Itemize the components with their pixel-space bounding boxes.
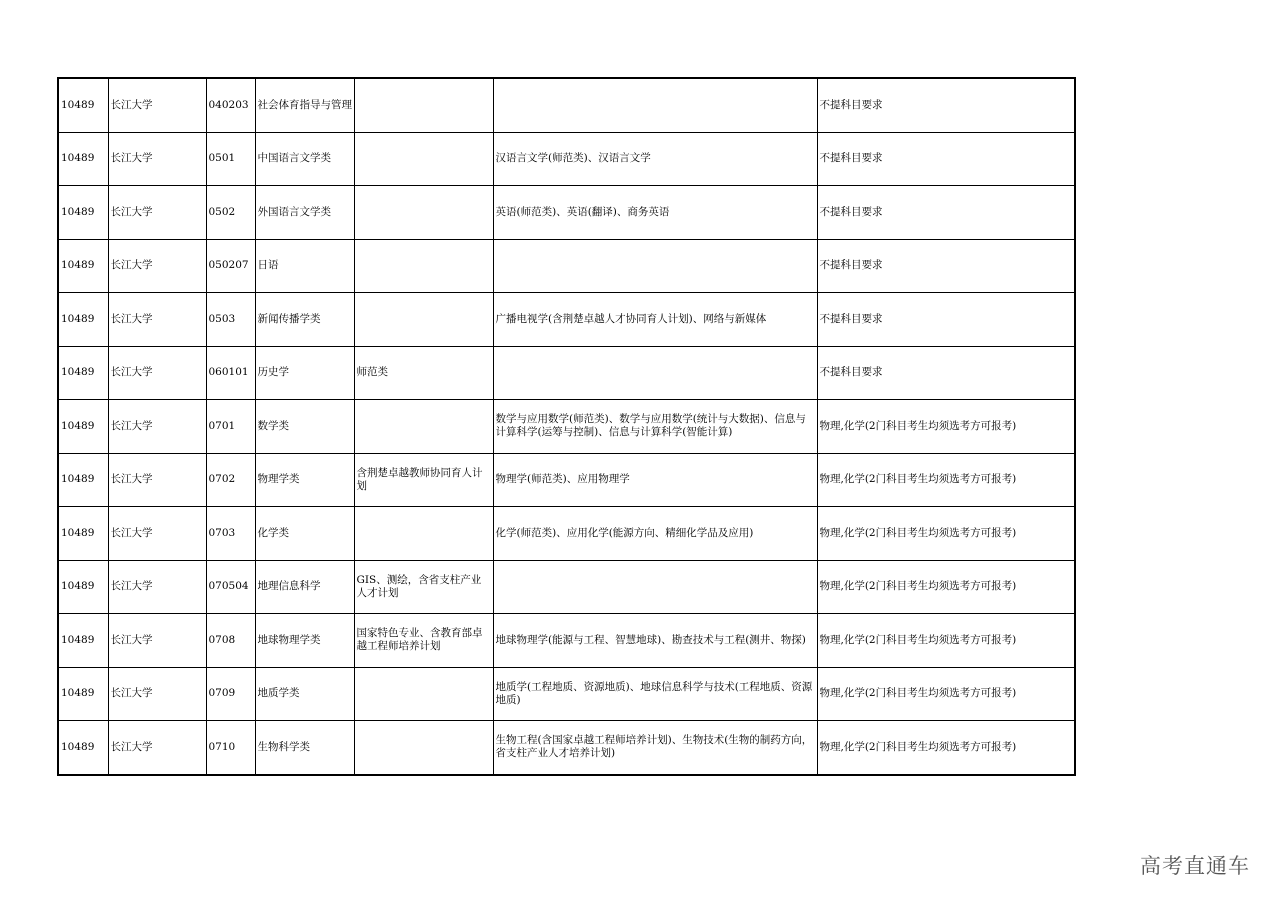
included-majors-cell: 地质学(工程地质、资源地质)、地球信息科学与技术(工程地质、资源地质) — [493, 667, 817, 721]
major-name-cell: 社会体育指导与管理 — [255, 78, 354, 132]
major-note-cell: GIS、测绘，含省支柱产业人才计划 — [354, 560, 493, 614]
included-majors-cell: 汉语言文学(师范类)、汉语言文学 — [493, 132, 817, 186]
school-code-cell: 10489 — [58, 507, 108, 561]
major-name-cell: 日语 — [255, 239, 354, 293]
school-name-cell: 长江大学 — [108, 239, 206, 293]
table-row — [58, 614, 1075, 668]
school-name-cell: 长江大学 — [108, 78, 206, 132]
major-note-cell — [354, 78, 493, 132]
school-name-cell: 长江大学 — [108, 453, 206, 507]
school-code-cell: 10489 — [58, 78, 108, 132]
major-note-cell — [354, 132, 493, 186]
major-code-cell: 050207 — [206, 239, 255, 293]
school-code-cell: 10489 — [58, 293, 108, 347]
subject-requirement-cell: 物理,化学(2门科目考生均须选考方可报考) — [817, 614, 1075, 668]
major-note-cell — [354, 186, 493, 240]
table-row — [58, 400, 1075, 454]
school-name-cell: 长江大学 — [108, 667, 206, 721]
subject-requirement-cell: 不提科目要求 — [817, 132, 1075, 186]
school-code-cell: 10489 — [58, 721, 108, 775]
table-body — [58, 78, 1075, 775]
included-majors-cell: 物理学(师范类)、应用物理学 — [493, 453, 817, 507]
major-note-cell — [354, 239, 493, 293]
school-name-cell: 长江大学 — [108, 132, 206, 186]
included-majors-cell: 生物工程(含国家卓越工程师培养计划)、生物技术(生物的制药方向，省支柱产业人才培养计划) — [493, 721, 817, 775]
major-code-cell: 0702 — [206, 453, 255, 507]
school-name-cell: 长江大学 — [108, 560, 206, 614]
included-majors-cell: 英语(师范类)、英语(翻译)、商务英语 — [493, 186, 817, 240]
school-name-cell: 长江大学 — [108, 507, 206, 561]
school-code-cell: 10489 — [58, 186, 108, 240]
table-row — [58, 507, 1075, 561]
major-code-cell: 0502 — [206, 186, 255, 240]
included-majors-cell: 地球物理学(能源与工程、智慧地球)、勘查技术与工程(测井、物探) — [493, 614, 817, 668]
school-name-cell: 长江大学 — [108, 186, 206, 240]
major-note-cell — [354, 293, 493, 347]
major-code-cell: 0703 — [206, 507, 255, 561]
major-code-cell: 0701 — [206, 400, 255, 454]
school-name-cell: 长江大学 — [108, 346, 206, 400]
watermark-logo-text: 高考直通车 — [1140, 854, 1250, 878]
subject-requirement-cell: 不提科目要求 — [817, 239, 1075, 293]
major-code-cell: 060101 — [206, 346, 255, 400]
major-note-cell — [354, 721, 493, 775]
table-row — [58, 721, 1075, 775]
subject-requirement-cell: 物理,化学(2门科目考生均须选考方可报考) — [817, 560, 1075, 614]
major-note-cell: 师范类 — [354, 346, 493, 400]
major-note-cell — [354, 400, 493, 454]
major-code-cell: 070504 — [206, 560, 255, 614]
included-majors-cell: 广播电视学(含荆楚卓越人才协同育人计划)、网络与新媒体 — [493, 293, 817, 347]
major-name-cell: 生物科学类 — [255, 721, 354, 775]
subject-requirement-cell: 物理,化学(2门科目考生均须选考方可报考) — [817, 400, 1075, 454]
school-code-cell: 10489 — [58, 614, 108, 668]
included-majors-cell — [493, 560, 817, 614]
table-row — [58, 186, 1075, 240]
major-code-cell: 0503 — [206, 293, 255, 347]
subject-requirement-cell: 不提科目要求 — [817, 346, 1075, 400]
school-code-cell: 10489 — [58, 667, 108, 721]
major-note-cell: 国家特色专业、含教育部卓越工程师培养计划 — [354, 614, 493, 668]
included-majors-cell — [493, 239, 817, 293]
major-code-cell: 0708 — [206, 614, 255, 668]
major-note-cell: 含荆楚卓越教师协同育人计划 — [354, 453, 493, 507]
included-majors-cell: 化学(师范类)、应用化学(能源方向、精细化学品及应用) — [493, 507, 817, 561]
major-name-cell: 数学类 — [255, 400, 354, 454]
table-row — [58, 132, 1075, 186]
major-name-cell: 地理信息科学 — [255, 560, 354, 614]
major-name-cell: 化学类 — [255, 507, 354, 561]
subject-requirement-cell: 不提科目要求 — [817, 293, 1075, 347]
table-row — [58, 560, 1075, 614]
major-name-cell: 中国语言文学类 — [255, 132, 354, 186]
school-name-cell: 长江大学 — [108, 293, 206, 347]
table-row — [58, 239, 1075, 293]
subject-requirement-cell: 不提科目要求 — [817, 186, 1075, 240]
majors-table — [57, 77, 1076, 776]
subject-requirement-cell: 物理,化学(2门科目考生均须选考方可报考) — [817, 667, 1075, 721]
major-name-cell: 物理学类 — [255, 453, 354, 507]
subject-requirement-cell: 物理,化学(2门科目考生均须选考方可报考) — [817, 453, 1075, 507]
major-code-cell: 0501 — [206, 132, 255, 186]
major-name-cell: 历史学 — [255, 346, 354, 400]
table-row — [58, 453, 1075, 507]
subject-requirement-cell: 物理,化学(2门科目考生均须选考方可报考) — [817, 507, 1075, 561]
subject-requirement-cell: 不提科目要求 — [817, 78, 1075, 132]
school-code-cell: 10489 — [58, 560, 108, 614]
table-row — [58, 346, 1075, 400]
major-note-cell — [354, 667, 493, 721]
school-code-cell: 10489 — [58, 453, 108, 507]
table-row — [58, 293, 1075, 347]
school-code-cell: 10489 — [58, 346, 108, 400]
major-code-cell: 0710 — [206, 721, 255, 775]
included-majors-cell — [493, 346, 817, 400]
subject-requirement-cell: 物理,化学(2门科目考生均须选考方可报考) — [817, 721, 1075, 775]
major-name-cell: 地球物理学类 — [255, 614, 354, 668]
school-name-cell: 长江大学 — [108, 400, 206, 454]
school-code-cell: 10489 — [58, 132, 108, 186]
school-code-cell: 10489 — [58, 400, 108, 454]
table-row — [58, 78, 1075, 132]
school-code-cell: 10489 — [58, 239, 108, 293]
major-name-cell: 地质学类 — [255, 667, 354, 721]
table-row — [58, 667, 1075, 721]
major-note-cell — [354, 507, 493, 561]
major-code-cell: 0709 — [206, 667, 255, 721]
school-name-cell: 长江大学 — [108, 614, 206, 668]
included-majors-cell: 数学与应用数学(师范类)、数学与应用数学(统计与大数据)、信息与计算科学(运筹与控制)、信息与计算科学(智能计算) — [493, 400, 817, 454]
included-majors-cell — [493, 78, 817, 132]
school-name-cell: 长江大学 — [108, 721, 206, 775]
major-name-cell: 外国语言文学类 — [255, 186, 354, 240]
major-name-cell: 新闻传播学类 — [255, 293, 354, 347]
major-code-cell: 040203 — [206, 78, 255, 132]
